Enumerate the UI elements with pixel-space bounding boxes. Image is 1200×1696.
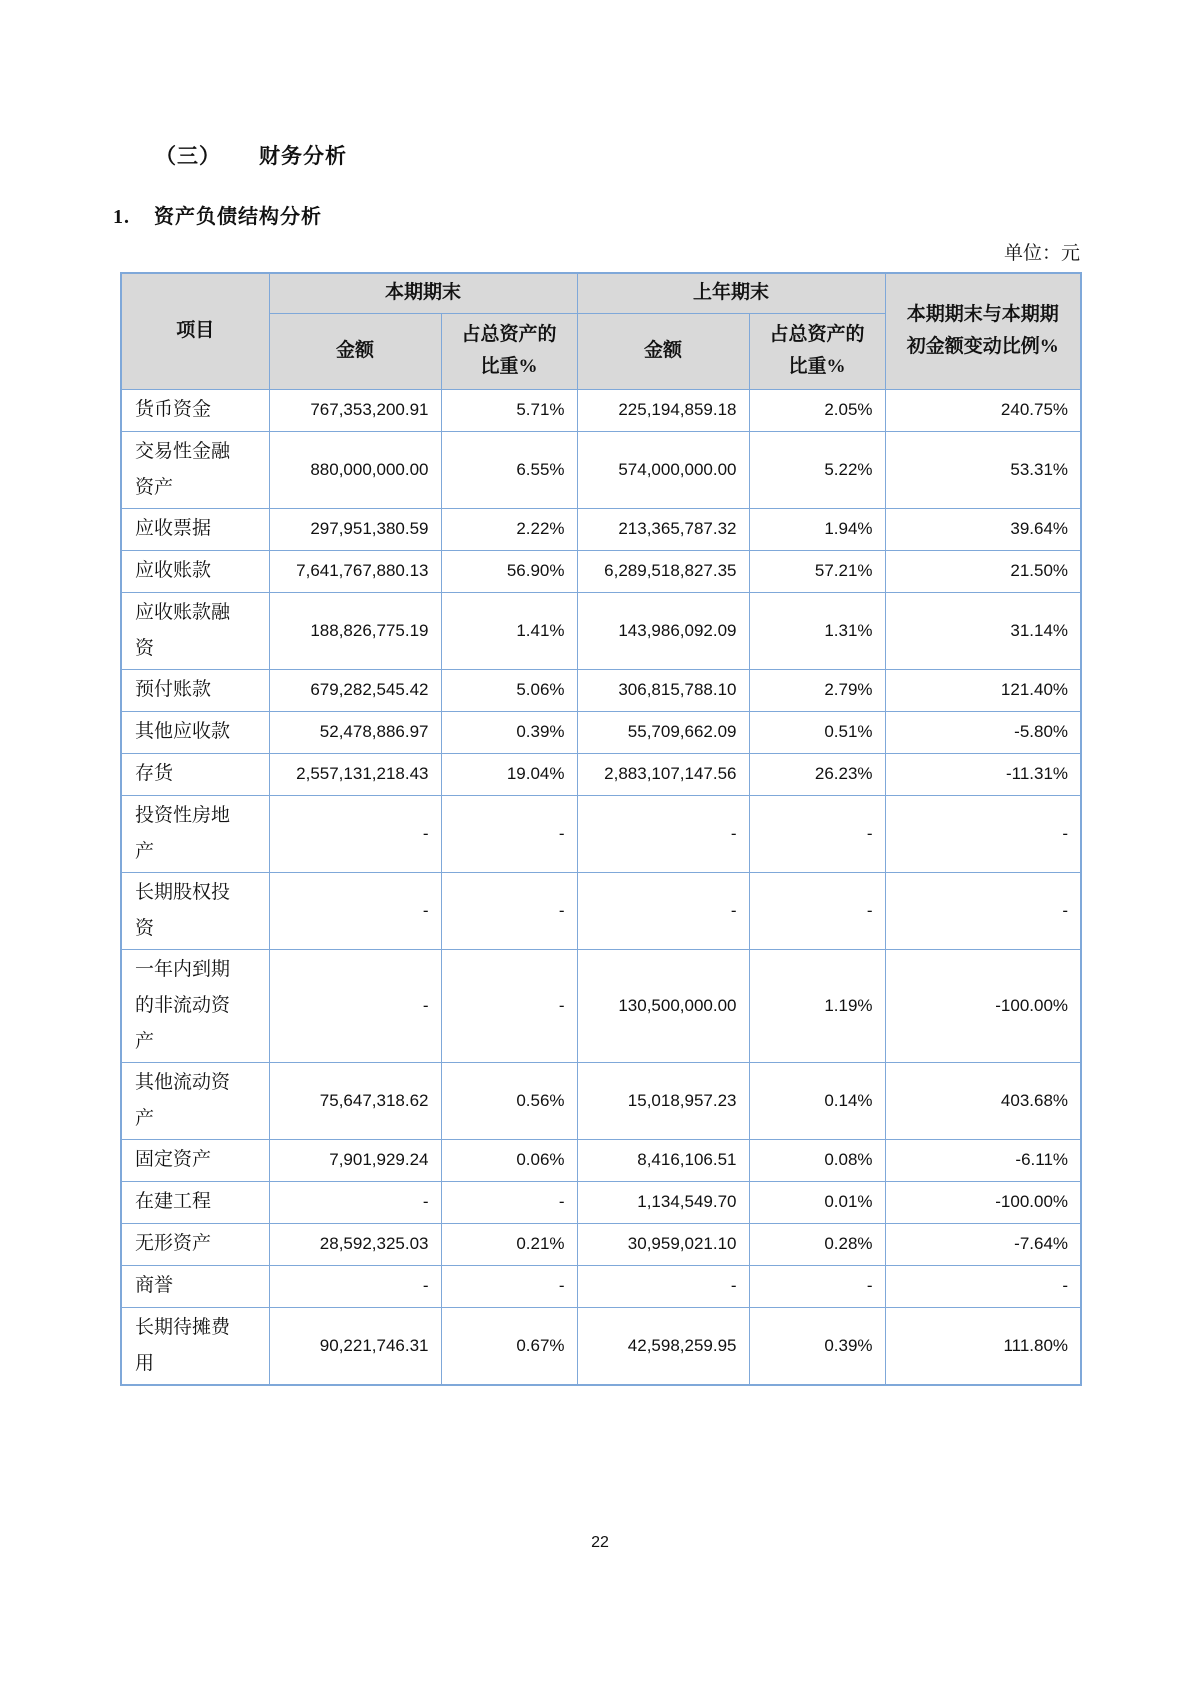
unit-label: 单位：元 [1003, 243, 1080, 264]
row-value-cur-ratio: 56.90% [441, 550, 577, 592]
col-header-ratio-prior [749, 313, 885, 389]
row-item-label: 投资性房地产 [121, 795, 269, 872]
row-value-change: 121.40% [885, 669, 1081, 711]
row-value-cur-ratio: 0.67% [441, 1307, 577, 1385]
row-item-label: 应收票据 [121, 508, 269, 550]
row-value-change: -100.00% [885, 949, 1081, 1062]
row-value-cur-ratio: 1.41% [441, 592, 577, 669]
row-value-change: 53.31% [885, 431, 1081, 508]
row-value-cur-ratio: - [441, 1181, 577, 1223]
row-value-prev-amount: 42,598,259.95 [577, 1307, 749, 1385]
table-row [121, 550, 1081, 592]
table-row [121, 1223, 1081, 1265]
subsection-title: 资产负债结构分析 [154, 206, 322, 228]
row-item-label: 长期待摊费用 [121, 1307, 269, 1385]
row-value-cur-amount: 188,826,775.19 [269, 592, 441, 669]
col-header-change-line1: 本期期末与本期期 [906, 304, 1059, 326]
table-row [121, 389, 1081, 431]
col-header-current-period: 本期期末 [269, 273, 577, 313]
col-header-amount-current: 金额 [269, 313, 441, 389]
row-value-cur-ratio: 5.71% [441, 389, 577, 431]
row-value-prev-amount: 55,709,662.09 [577, 711, 749, 753]
col-header-change-ratio [885, 273, 1081, 389]
row-value-cur-amount: 767,353,200.91 [269, 389, 441, 431]
row-value-cur-ratio: 0.21% [441, 1223, 577, 1265]
row-value-cur-ratio: 0.56% [441, 1062, 577, 1139]
col-header-amount-prior: 金额 [577, 313, 749, 389]
row-value-cur-ratio: - [441, 1265, 577, 1307]
row-value-prev-amount: 6,289,518,827.35 [577, 550, 749, 592]
row-item-label: 商誉 [121, 1265, 269, 1307]
row-value-prev-ratio: 2.79% [749, 669, 885, 711]
row-value-change: - [885, 872, 1081, 949]
row-value-change: -7.64% [885, 1223, 1081, 1265]
row-value-change: 31.14% [885, 592, 1081, 669]
row-value-cur-ratio: 0.06% [441, 1139, 577, 1181]
row-item-label: 在建工程 [121, 1181, 269, 1223]
row-value-prev-amount: - [577, 795, 749, 872]
row-value-prev-ratio: 57.21% [749, 550, 885, 592]
row-value-cur-amount: 7,901,929.24 [269, 1139, 441, 1181]
table-row [121, 711, 1081, 753]
row-value-prev-ratio: 5.22% [749, 431, 885, 508]
row-value-change: 21.50% [885, 550, 1081, 592]
row-value-prev-amount: 213,365,787.32 [577, 508, 749, 550]
row-value-prev-amount: 1,134,549.70 [577, 1181, 749, 1223]
row-value-prev-ratio: 1.31% [749, 592, 885, 669]
row-value-cur-ratio: 19.04% [441, 753, 577, 795]
col-header-ratio-line1: 占总资产的 [769, 324, 865, 345]
row-value-prev-ratio: - [749, 795, 885, 872]
row-value-cur-ratio: - [441, 872, 577, 949]
col-header-change-line2: 初金额变动比例% [906, 336, 1059, 358]
subsection-number: 1. [113, 206, 130, 228]
table-row [121, 949, 1081, 1062]
table-row [121, 795, 1081, 872]
table-row [121, 872, 1081, 949]
row-item-label: 其他流动资产 [121, 1062, 269, 1139]
row-value-cur-amount: 28,592,325.03 [269, 1223, 441, 1265]
col-header-prior-period: 上年期末 [577, 273, 885, 313]
subsection-heading [113, 200, 322, 229]
row-value-change: -100.00% [885, 1181, 1081, 1223]
row-value-cur-ratio: 6.55% [441, 431, 577, 508]
row-item-label: 货币资金 [121, 389, 269, 431]
balance-sheet-structure-table [120, 272, 1082, 1386]
col-header-ratio-line1: 占总资产的 [461, 324, 557, 345]
row-value-prev-ratio: 0.14% [749, 1062, 885, 1139]
row-value-prev-ratio: 2.05% [749, 389, 885, 431]
row-value-prev-amount: - [577, 872, 749, 949]
table-row [121, 753, 1081, 795]
row-value-prev-ratio: - [749, 872, 885, 949]
row-value-prev-amount: 30,959,021.10 [577, 1223, 749, 1265]
section-number: （三） [155, 144, 221, 168]
row-value-prev-ratio: 0.08% [749, 1139, 885, 1181]
row-value-cur-amount: - [269, 872, 441, 949]
row-value-cur-amount: 90,221,746.31 [269, 1307, 441, 1385]
row-value-change: 39.64% [885, 508, 1081, 550]
row-value-cur-amount: - [269, 795, 441, 872]
row-value-prev-ratio: 0.39% [749, 1307, 885, 1385]
row-value-change: - [885, 1265, 1081, 1307]
table-row [121, 592, 1081, 669]
row-value-prev-ratio: 0.51% [749, 711, 885, 753]
col-header-ratio-line2: 比重% [788, 356, 846, 377]
row-item-label: 其他应收款 [121, 711, 269, 753]
row-value-cur-ratio: - [441, 795, 577, 872]
row-value-change: 403.68% [885, 1062, 1081, 1139]
row-value-cur-ratio: 0.39% [441, 711, 577, 753]
page-number: 22 [591, 1534, 609, 1551]
row-item-label: 交易性金融资产 [121, 431, 269, 508]
col-header-item: 项目 [121, 273, 269, 389]
row-value-cur-ratio: 5.06% [441, 669, 577, 711]
row-value-prev-amount: 15,018,957.23 [577, 1062, 749, 1139]
table-row [121, 1307, 1081, 1385]
row-item-label: 一年内到期的非流动资产 [121, 949, 269, 1062]
row-value-prev-ratio: - [749, 1265, 885, 1307]
table-row [121, 1181, 1081, 1223]
row-value-prev-ratio: 1.94% [749, 508, 885, 550]
row-item-label: 应收账款融资 [121, 592, 269, 669]
row-value-change: -5.80% [885, 711, 1081, 753]
row-value-change: -11.31% [885, 753, 1081, 795]
row-value-cur-ratio: - [441, 949, 577, 1062]
row-value-cur-amount: - [269, 949, 441, 1062]
row-value-cur-amount: 297,951,380.59 [269, 508, 441, 550]
col-header-ratio-line2: 比重% [480, 356, 538, 377]
row-value-prev-amount: 143,986,092.09 [577, 592, 749, 669]
row-value-prev-ratio: 1.19% [749, 949, 885, 1062]
row-item-label: 无形资产 [121, 1223, 269, 1265]
table-row [121, 431, 1081, 508]
row-value-prev-ratio: 0.01% [749, 1181, 885, 1223]
row-item-label: 存货 [121, 753, 269, 795]
row-value-cur-amount: 75,647,318.62 [269, 1062, 441, 1139]
row-value-change: 240.75% [885, 389, 1081, 431]
table-row [121, 1265, 1081, 1307]
row-value-prev-amount: 306,815,788.10 [577, 669, 749, 711]
row-value-change: 111.80% [885, 1307, 1081, 1385]
row-value-prev-amount: 574,000,000.00 [577, 431, 749, 508]
row-value-prev-amount: 2,883,107,147.56 [577, 753, 749, 795]
header-row-periods [121, 273, 1081, 313]
row-value-cur-amount: - [269, 1181, 441, 1223]
col-header-ratio-current [441, 313, 577, 389]
row-value-cur-amount: 679,282,545.42 [269, 669, 441, 711]
row-value-cur-amount: 7,641,767,880.13 [269, 550, 441, 592]
row-value-prev-ratio: 26.23% [749, 753, 885, 795]
section-title: 财务分析 [259, 144, 347, 168]
row-value-cur-amount: 52,478,886.97 [269, 711, 441, 753]
row-item-label: 长期股权投资 [121, 872, 269, 949]
row-value-cur-amount: 880,000,000.00 [269, 431, 441, 508]
row-item-label: 预付账款 [121, 669, 269, 711]
row-value-prev-ratio: 0.28% [749, 1223, 885, 1265]
row-value-change: - [885, 795, 1081, 872]
table-row [121, 1062, 1081, 1139]
row-value-prev-amount: 8,416,106.51 [577, 1139, 749, 1181]
row-item-label: 固定资产 [121, 1139, 269, 1181]
row-value-cur-amount: - [269, 1265, 441, 1307]
row-item-label: 应收账款 [121, 550, 269, 592]
table-row [121, 669, 1081, 711]
table-header [121, 273, 1081, 389]
table-row [121, 1139, 1081, 1181]
row-value-cur-ratio: 2.22% [441, 508, 577, 550]
section-heading [155, 140, 347, 170]
row-value-change: -6.11% [885, 1139, 1081, 1181]
row-value-prev-amount: 225,194,859.18 [577, 389, 749, 431]
row-value-cur-amount: 2,557,131,218.43 [269, 753, 441, 795]
row-value-prev-amount: 130,500,000.00 [577, 949, 749, 1062]
row-value-prev-amount: - [577, 1265, 749, 1307]
table-row [121, 508, 1081, 550]
table-body [121, 389, 1081, 1385]
